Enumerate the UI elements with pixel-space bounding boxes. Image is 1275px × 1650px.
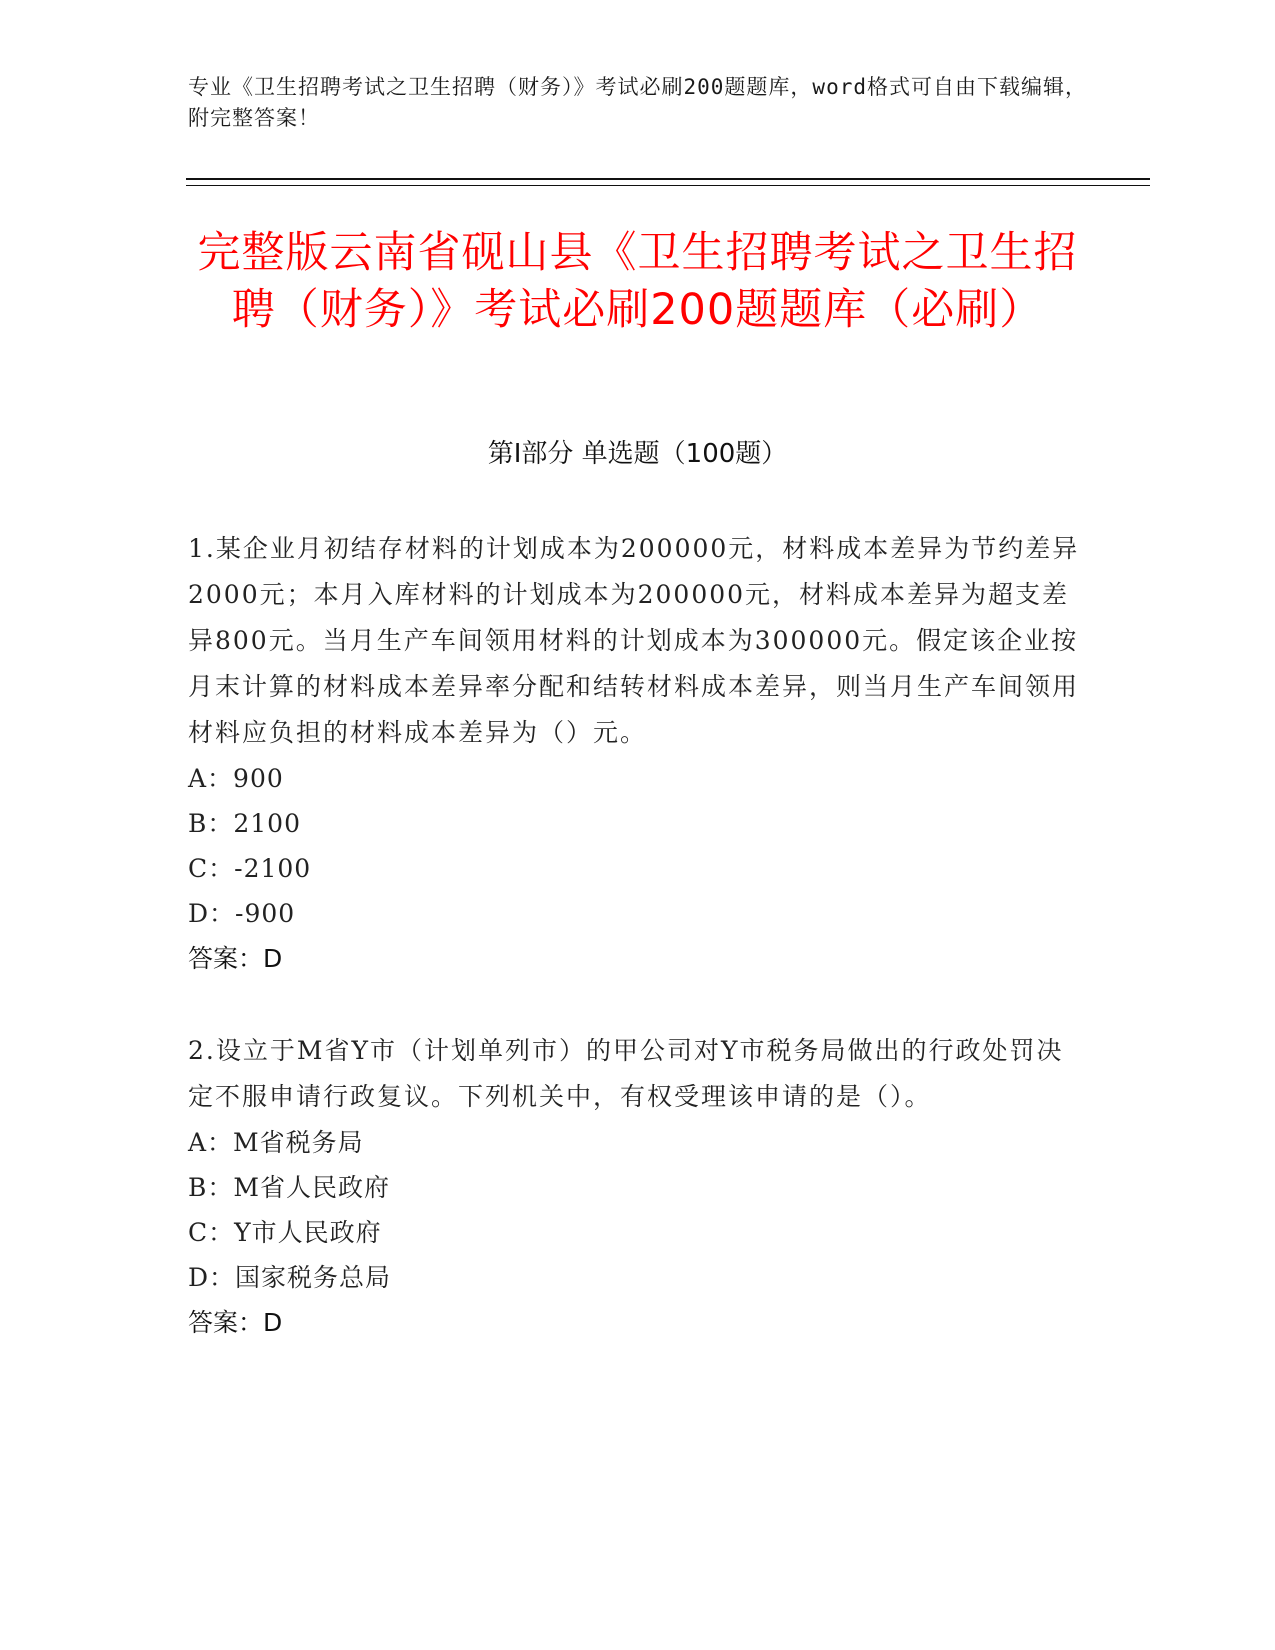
section-heading: 第Ⅰ部分 单选题（100题）	[487, 439, 788, 469]
header-divider-thin	[186, 185, 1150, 186]
header-divider-thick	[186, 178, 1150, 180]
option-d: D：-900	[188, 899, 296, 928]
question-text: 1.某企业月初结存材料的计划成本为200000元，材料成本差异为节约差异2000元；本月入库材料的计划成本为200000元，材料成本差异为超支差异800元。当月生产车间领用材料的计划成本为300000元。假定该企业按月末计算的材料成本差异率分配和结转材料成本差异，则当月生产车间领用材料应负担的材料成本差异为（）元。	[188, 534, 1080, 747]
option-c: C：Y市人民政府	[188, 1218, 382, 1247]
answer-line: 答案：D	[188, 944, 283, 973]
option-a: A：900	[188, 764, 284, 793]
question-text: 2.设立于M省Y市（计划单列市）的甲公司对Y市税务局做出的行政处罚决定不服申请行政复议。下列机关中，有权受理该申请的是（）。	[188, 1036, 1064, 1111]
answer-line: 答案：D	[188, 1308, 283, 1337]
option-a: A：M省税务局	[188, 1128, 364, 1157]
option-d: D：国家税务总局	[188, 1263, 392, 1292]
option-b: B：M省人民政府	[188, 1173, 390, 1202]
question-2	[188, 1028, 1088, 1345]
document-title: 完整版云南省砚山县《卫生招聘考试之卫生招聘（财务）》考试必刷200题题库（必刷）	[197, 228, 1078, 335]
option-b: B：2100	[188, 809, 301, 838]
header-note: 专业《卫生招聘考试之卫生招聘（财务）》考试必刷200题题库，word格式可自由下载编辑，附完整答案！	[188, 75, 1087, 130]
option-c: C：-2100	[188, 854, 312, 883]
question-1	[188, 526, 1088, 981]
